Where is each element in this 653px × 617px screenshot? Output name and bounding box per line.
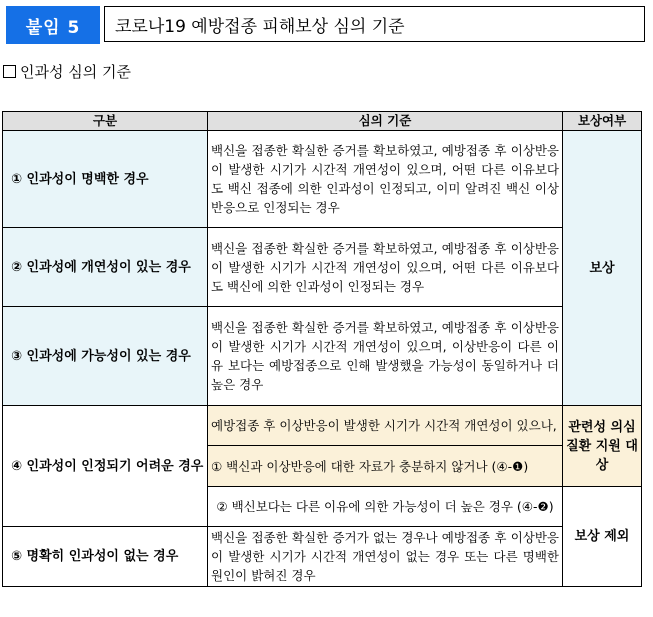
criteria-cell: 백신을 접종한 확실한 증거를 확보하였고, 예방접종 후 이상반응이 발생한 시기가 시간적 개연성이 있으며, 이상반응이 다른 이유 보다는 예방접종으로 인해 발생했을 가능성이 동일하거나 더 높은 경우 xyxy=(208,307,563,406)
category-cell: ① 인과성이 명백한 경우 xyxy=(3,131,208,228)
table-row xyxy=(3,131,642,228)
criteria-intro-cell: 예방접종 후 이상반응이 발생한 시기가 시간적 개연성이 있으나, xyxy=(208,406,563,446)
section-subtitle xyxy=(3,61,131,82)
result-excluded: 보상 제외 xyxy=(563,487,642,587)
table-row xyxy=(3,406,642,446)
appendix-tag: 붙임 5 xyxy=(6,6,100,44)
category-cell: ④ 인과성이 인정되기 어려운 경우 xyxy=(3,406,208,527)
result-related-support: 관련성 의심 질환 지원 대상 xyxy=(563,406,642,487)
document-title: 코로나19 예방접종 피해보상 심의 기준 xyxy=(104,6,645,42)
header-criteria: 심의 기준 xyxy=(208,112,563,131)
criteria-sub1-cell: ① 백신과 이상반응에 대한 자료가 충분하지 않거나 (④-❶) xyxy=(208,446,563,487)
table-row xyxy=(3,527,642,587)
section-subtitle-text: 인과성 심의 기준 xyxy=(20,63,131,81)
header xyxy=(6,6,648,44)
category-cell: ② 인과성에 개연성이 있는 경우 xyxy=(3,228,208,307)
header-compensation: 보상여부 xyxy=(563,112,642,131)
table-row xyxy=(3,307,642,406)
criteria-cell: 백신을 접종한 확실한 증거를 확보하였고, 예방접종 후 이상반응이 발생한 시기가 시간적 개연성이 있으며, 어떤 다른 이유보다도 백신에 의한 인과성이 인정되는 경우 xyxy=(208,228,563,307)
category-cell: ③ 인과성에 가능성이 있는 경우 xyxy=(3,307,208,406)
result-compensate: 보상 xyxy=(563,131,642,406)
criteria-cell: 백신을 접종한 확실한 증거를 확보하였고, 예방접종 후 이상반응이 발생한 시기가 시간적 개연성이 있으며, 어떤 다른 이유보다도 백신 접종에 의한 인과성이 인정되고, 이미 알려진 백신 이상반응으로 인정되는 경우 xyxy=(208,131,563,228)
table-header-row xyxy=(3,112,642,131)
category-cell: ⑤ 명확히 인과성이 없는 경우 xyxy=(3,527,208,587)
header-category: 구분 xyxy=(3,112,208,131)
criteria-sub2-cell: ② 백신보다는 다른 이유에 의한 가능성이 더 높은 경우 (④-❷) xyxy=(208,487,563,527)
table-row xyxy=(3,228,642,307)
criteria-cell: 백신을 접종한 확실한 증거가 없는 경우나 예방접종 후 이상반응이 발생한 시기가 시간적 개연성이 없는 경우 또는 다른 명백한 원인이 밝혀진 경우 xyxy=(208,527,563,587)
checkbox-icon xyxy=(3,65,16,78)
criteria-table xyxy=(2,111,642,587)
